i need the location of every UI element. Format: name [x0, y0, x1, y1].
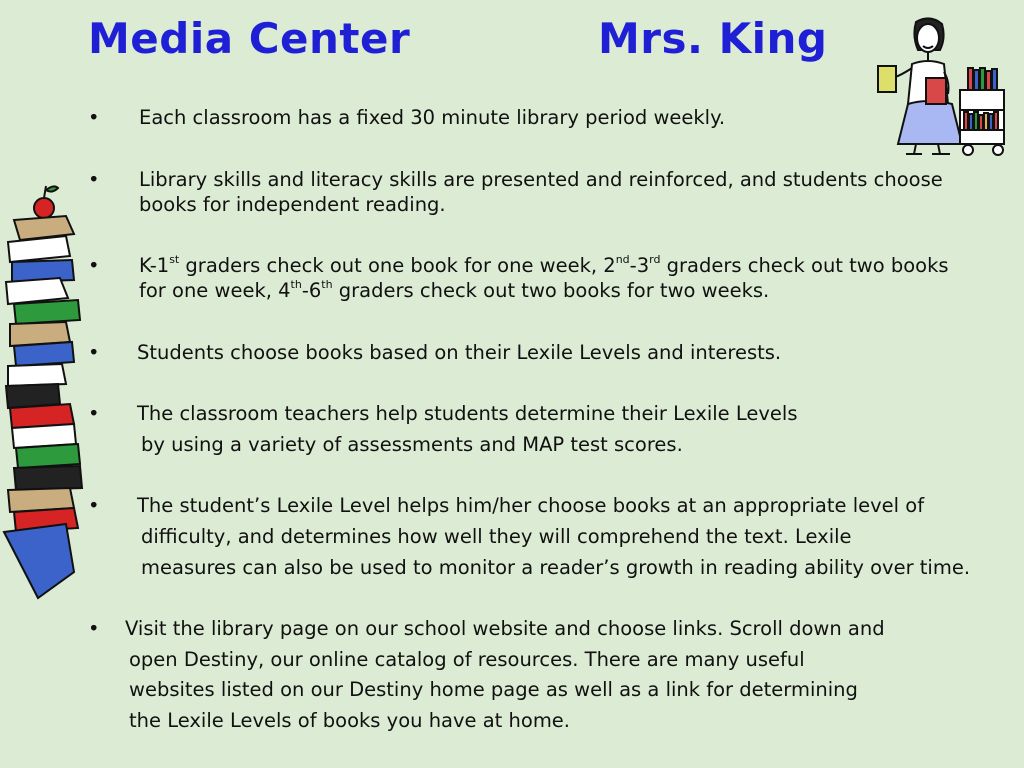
- bullet-text: open Destiny, our online catalog of resources. There are many useful: [129, 648, 805, 671]
- ordinal-suffix: rd: [649, 252, 661, 266]
- ordinal-suffix: th: [290, 277, 302, 291]
- bullet-text: The classroom teachers help students determine their Lexile Levels: [137, 402, 798, 425]
- ordinal-suffix: st: [169, 252, 180, 266]
- text-run: for one week, 4: [139, 279, 291, 302]
- ordinal-suffix: nd: [615, 252, 630, 266]
- bullet-marker: •: [88, 106, 100, 129]
- bullet-text: books for independent reading.: [139, 193, 446, 216]
- bullet-text: by using a variety of assessments and MAP test scores.: [141, 433, 683, 456]
- bullet-text: The student’s Lexile Level helps him/her choose books at an appropriate level of: [137, 494, 925, 517]
- bullet-text: [139, 278, 769, 303]
- text-run: K-1: [139, 254, 170, 277]
- bullet-text: Visit the library page on our school website and choose links. Scroll down and: [125, 617, 885, 640]
- text-run: graders check out two books for two weeks.: [332, 279, 770, 302]
- bullet-text: [139, 253, 949, 278]
- bullet-text: Each classroom has a fixed 30 minute library period weekly.: [139, 106, 726, 129]
- librarian-with-book-cart-icon: [876, 14, 1012, 156]
- bullet-text: websites listed on our Destiny home page as well as a link for determining: [129, 678, 858, 701]
- book-stack-with-apple-icon: [0, 172, 88, 602]
- teacher-name: Mrs. King: [598, 14, 828, 63]
- bullet-marker: •: [88, 341, 100, 364]
- bullet-marker: •: [88, 168, 100, 191]
- text-run: -6: [301, 279, 322, 302]
- ordinal-suffix: th: [321, 277, 333, 291]
- bullet-text: difficulty, and determines how well they will comprehend the text. Lexile: [141, 525, 852, 548]
- bullet-text: Library skills and literacy skills are presented and reinforced, and students choose: [139, 168, 943, 191]
- bullet-marker: •: [88, 254, 100, 277]
- text-run: graders check out one book for one week, 2: [179, 254, 616, 277]
- bullet-text: measures can also be used to monitor a reader’s growth in reading ability over time.: [141, 556, 971, 579]
- bullet-text: the Lexile Levels of books you have at home.: [129, 709, 571, 732]
- bullet-marker: •: [88, 617, 100, 640]
- page-title: Media Center: [88, 14, 411, 63]
- bullet-text: Students choose books based on their Lexile Levels and interests.: [137, 341, 782, 364]
- bullet-marker: •: [88, 402, 100, 425]
- bullet-marker: •: [88, 494, 100, 517]
- text-run: graders check out two books: [660, 254, 949, 277]
- text-run: -3: [629, 254, 650, 277]
